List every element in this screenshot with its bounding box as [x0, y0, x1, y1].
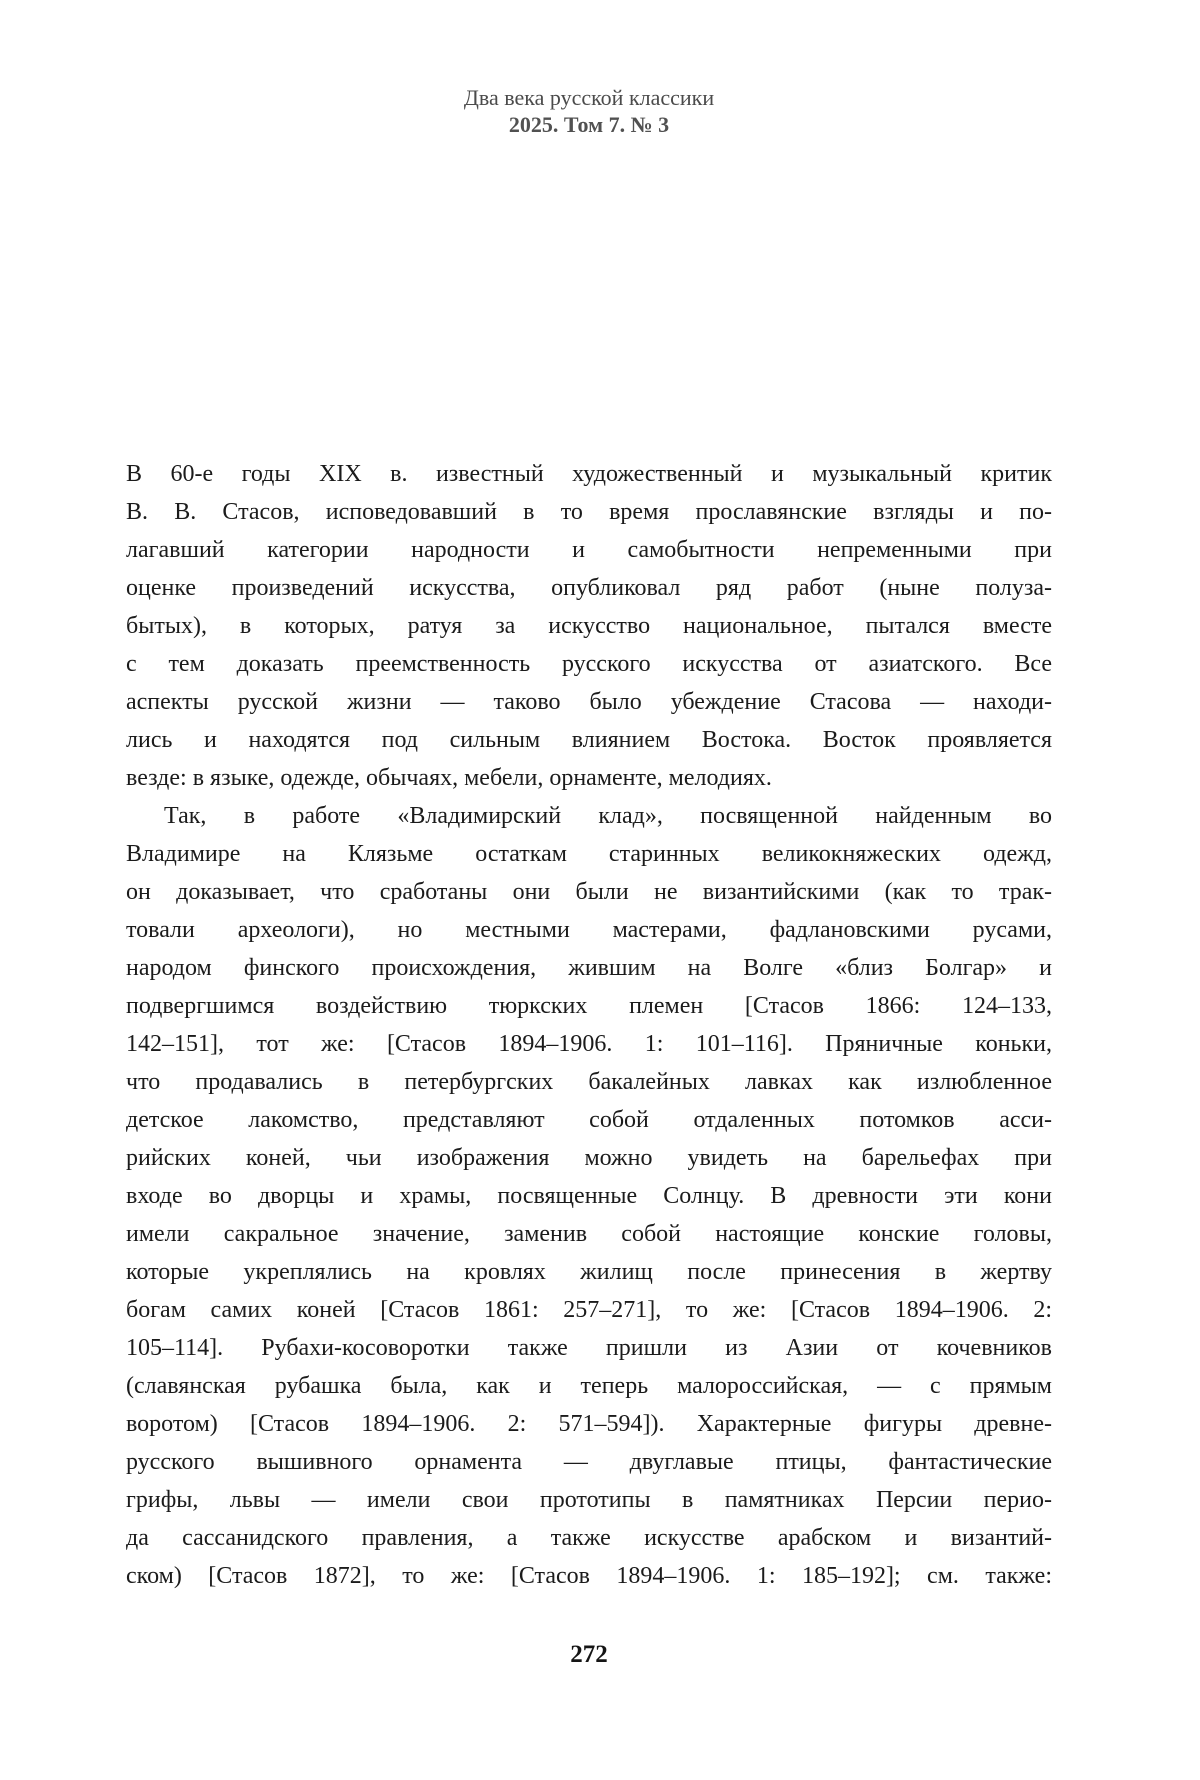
page-number: 272	[570, 1641, 608, 1668]
text-line: с тем доказать преемственность русского искусства от азиатского. Все	[126, 651, 1052, 677]
issue-info: 2025. Том 7. № 3	[508, 112, 670, 137]
text-line: ском) [Стасов 1872], то же: [Стасов 1894–1906. 1: 185–192]; см. также:	[126, 1563, 1052, 1589]
text-line: он доказывает, что сработаны они были не византийскими (как то трак-	[126, 879, 1052, 905]
text-line: В 60-е годы XIX в. известный художественный и музыкальный критик	[126, 461, 1052, 487]
text-line: да сассанидского правления, а также искусстве арабском и византий-	[126, 1525, 1052, 1551]
paragraph	[126, 797, 1052, 1595]
text-line: оценке произведений искусства, опубликовал ряд работ (ныне полуза-	[126, 575, 1052, 601]
text-line: детское лакомство, представляют собой отдаленных потомков асси-	[126, 1107, 1052, 1133]
article-body	[126, 455, 1052, 1595]
text-line: грифы, львы — имели свои прототипы в памятниках Персии перио-	[126, 1487, 1052, 1513]
text-line: Владимире на Клязьме остаткам старинных великокняжеских одежд,	[126, 841, 1052, 867]
text-line: русского вышивного орнамента — двуглавые птицы, фантастические	[126, 1449, 1052, 1475]
text-line: входе во дворцы и храмы, посвященные Солнцу. В древности эти кони	[126, 1183, 1052, 1209]
running-head	[126, 84, 1052, 138]
text-line: бытых), в которых, ратуя за искусство национальное, пытался вместе	[126, 613, 1052, 639]
text-line: аспекты русской жизни — таково было убеждение Стасова — находи-	[126, 689, 1052, 715]
text-line: лагавший категории народности и самобытности непременными при	[126, 537, 1052, 563]
paragraph	[126, 455, 1052, 797]
text-line: рийских коней, чьи изображения можно увидеть на барельефах при	[126, 1145, 1052, 1171]
text-line: воротом) [Стасов 1894–1906. 2: 571–594]). Характерные фигуры древне-	[126, 1411, 1052, 1437]
page-footer	[126, 1640, 1052, 1670]
text-line: В. В. Стасов, исповедовавший в то время прославянские взгляды и по-	[126, 499, 1052, 525]
text-line: лись и находятся под сильным влиянием Востока. Восток проявляется	[126, 727, 1052, 753]
text-line: (славянская рубашка была, как и теперь малороссийская, — с прямым	[126, 1373, 1052, 1399]
journal-title: Два века русской классики	[463, 85, 715, 110]
text-line: товали археологи), но местными мастерами, фадлановскими русами,	[126, 917, 1052, 943]
text-line: 142–151], тот же: [Стасов 1894–1906. 1: 101–116]. Пряничные коньки,	[126, 1031, 1052, 1057]
text-line: Так, в работе «Владимирский клад», посвященной найденным во	[164, 803, 1052, 829]
text-line: имели сакральное значение, заменив собой настоящие конские головы,	[126, 1221, 1052, 1247]
text-line: 105–114]. Рубахи-косоворотки также пришли из Азии от кочевников	[126, 1335, 1052, 1361]
text-line: что продавались в петербургских бакалейных лавках как излюбленное	[126, 1069, 1052, 1095]
text-line: богам самих коней [Стасов 1861: 257–271], то же: [Стасов 1894–1906. 2:	[126, 1297, 1052, 1323]
text-line: подвергшимся воздействию тюркских племен [Стасов 1866: 124–133,	[126, 993, 1052, 1019]
text-line: которые укреплялись на кровлях жилищ после принесения в жертву	[126, 1259, 1052, 1285]
text-line: везде: в языке, одежде, обычаях, мебели, орнаменте, мелодиях.	[126, 765, 772, 791]
text-line: народом финского происхождения, жившим на Волге «близ Болгар» и	[126, 955, 1052, 981]
